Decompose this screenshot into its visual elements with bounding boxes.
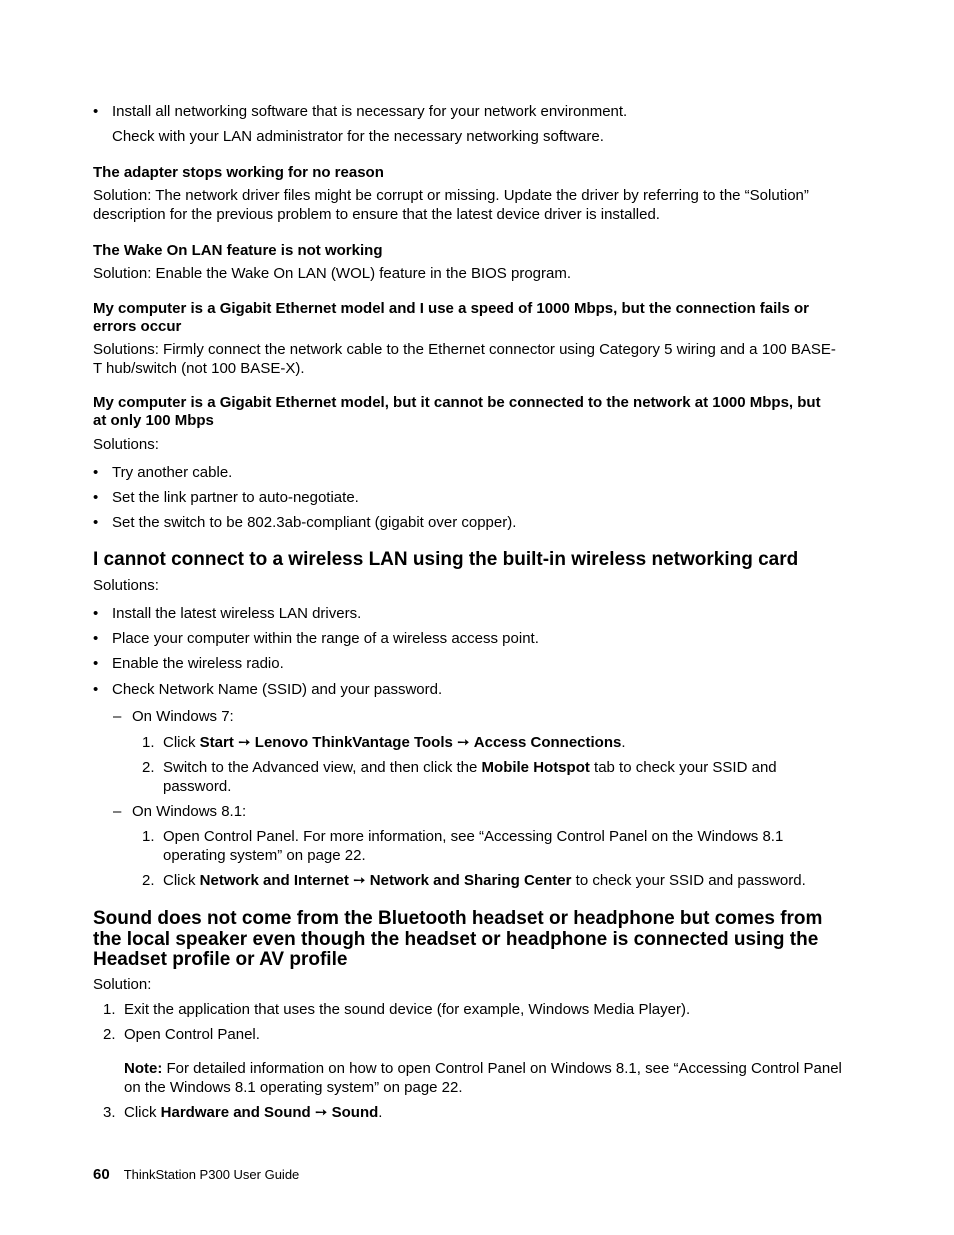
ui-label: Access Connections bbox=[473, 734, 622, 751]
list-item bbox=[93, 604, 853, 623]
arrow-icon: ➙ bbox=[457, 734, 470, 751]
section-body: Solution: bbox=[93, 976, 152, 993]
bullet-marker: • bbox=[93, 464, 99, 481]
bullet-text: Install all networking software that is necessary for your network environment. bbox=[112, 103, 628, 120]
step-item: 1. Exit the application that uses the sound device (for example, Windows Media Player). bbox=[103, 1001, 691, 1018]
ui-label: Network and Sharing Center bbox=[369, 872, 572, 889]
ui-label: Hardware and Sound bbox=[160, 1104, 311, 1121]
list-item-text: Set the link partner to auto-negotiate. bbox=[112, 489, 359, 506]
sub-list-text: On Windows 7: bbox=[132, 708, 234, 725]
bullet-marker: • bbox=[93, 630, 99, 647]
step-number: 3. bbox=[103, 1104, 116, 1121]
section-heading: My computer is a Gigabit Ethernet model, but it cannot be connected to the network at 1000 Mbps, but at only 100 Mbps bbox=[93, 394, 821, 429]
step-item: 2. Open Control Panel. bbox=[103, 1026, 260, 1043]
section-heading: The adapter stops working for no reason bbox=[93, 164, 384, 181]
list-item bbox=[93, 680, 853, 699]
step-number: 1. bbox=[103, 1001, 116, 1018]
note bbox=[124, 1059, 844, 1097]
sub-list-text: On Windows 8.1: bbox=[132, 803, 247, 820]
list-item bbox=[93, 488, 853, 507]
section-heading: The Wake On LAN feature is not working bbox=[93, 242, 383, 259]
bullet-note: Check with your LAN administrator for the necessary networking software. bbox=[112, 128, 604, 145]
ui-label: Mobile Hotspot bbox=[481, 759, 590, 776]
section-heading: Sound does not come from the Bluetooth headset or headphone but comes from the local speaker even though the headset or headphone is connected using the Headset profile or AV profile bbox=[93, 908, 823, 970]
arrow-icon: ➙ bbox=[353, 872, 366, 889]
list-item-text: Enable the wireless radio. bbox=[112, 655, 284, 672]
section-body: Solution: Enable the Wake On LAN (WOL) feature in the BIOS program. bbox=[93, 265, 572, 282]
section-body: Solution: The network driver files might be corrupt or missing. Update the driver by referring to the “Solution” description for the previous problem to ensure that the latest device driver is installed. bbox=[93, 187, 809, 223]
page-number: 60 bbox=[93, 1166, 110, 1183]
note-label: Note: bbox=[124, 1060, 163, 1077]
step-number: 1. bbox=[142, 828, 155, 845]
list-item bbox=[93, 463, 853, 482]
list-item-text: Set the switch to be 802.3ab-compliant (gigabit over copper). bbox=[112, 514, 517, 531]
list-item-text: Install the latest wireless LAN drivers. bbox=[112, 605, 362, 622]
list-item-text: Try another cable. bbox=[112, 464, 233, 481]
list-item-text: Check Network Name (SSID) and your password. bbox=[112, 681, 443, 698]
ui-label: Start bbox=[199, 734, 234, 751]
step-item: 2. Switch to the Advanced view, and then click the Mobile Hotspot tab to check your SSID and password. bbox=[142, 759, 777, 795]
section-body: Solutions: bbox=[93, 436, 159, 453]
list-item-text: Place your computer within the range of a wireless access point. bbox=[112, 630, 539, 647]
dash-marker: – bbox=[113, 803, 122, 820]
arrow-icon: ➙ bbox=[238, 734, 251, 751]
step-number: 2. bbox=[142, 872, 155, 889]
step-item: 1. Open Control Panel. For more information, see “Accessing Control Panel on the Windows 8.1 operating system” on page 22. bbox=[142, 828, 784, 864]
bullet-marker: • bbox=[93, 655, 99, 672]
page-footer bbox=[93, 1166, 299, 1183]
bullet-marker: • bbox=[93, 605, 99, 622]
step-item: 3. Click Hardware and Sound ➙ Sound. bbox=[103, 1104, 383, 1121]
bullet-marker: • bbox=[93, 489, 99, 506]
arrow-icon: ➙ bbox=[314, 1104, 328, 1121]
list-item bbox=[93, 654, 853, 673]
list-item bbox=[93, 629, 853, 648]
footer-title: ThinkStation P300 User Guide bbox=[123, 1167, 300, 1182]
section-heading: I cannot connect to a wireless LAN using the built-in wireless networking card bbox=[93, 549, 799, 570]
bullet-marker: • bbox=[93, 514, 99, 531]
section-heading: My computer is a Gigabit Ethernet model and I use a speed of 1000 Mbps, but the connection fails or errors occur bbox=[93, 300, 809, 335]
bullet-marker: • bbox=[93, 103, 99, 120]
step-number: 2. bbox=[103, 1026, 116, 1043]
dash-marker: – bbox=[113, 708, 122, 725]
list-item bbox=[93, 513, 853, 532]
ui-label: Sound bbox=[331, 1104, 379, 1121]
section-body: Solutions: Firmly connect the network cable to the Ethernet connector using Category 5 wiring and a 100 BASE-T hub/switch (not 100 BASE-X). bbox=[93, 341, 836, 377]
list-item bbox=[93, 102, 853, 121]
ui-label: Lenovo ThinkVantage Tools bbox=[254, 734, 453, 751]
step-number: 1. bbox=[142, 734, 155, 751]
section-body: Solutions: bbox=[93, 577, 159, 594]
sub-list-item bbox=[113, 707, 234, 726]
sub-list-item bbox=[113, 802, 246, 821]
note-text: For detailed information on how to open Control Panel on Windows 8.1, see “Accessing Control Panel on the Windows 8.1 operating system” on page 22. bbox=[124, 1060, 842, 1096]
ui-label: Network and Internet bbox=[199, 872, 349, 889]
bullet-marker: • bbox=[93, 681, 99, 698]
step-item: 2. Click Network and Internet ➙ Network and Sharing Center to check your SSID and password. bbox=[142, 872, 806, 889]
step-item: 1. Click Start ➙ Lenovo ThinkVantage Tools ➙ Access Connections. bbox=[142, 734, 626, 751]
step-number: 2. bbox=[142, 759, 155, 776]
